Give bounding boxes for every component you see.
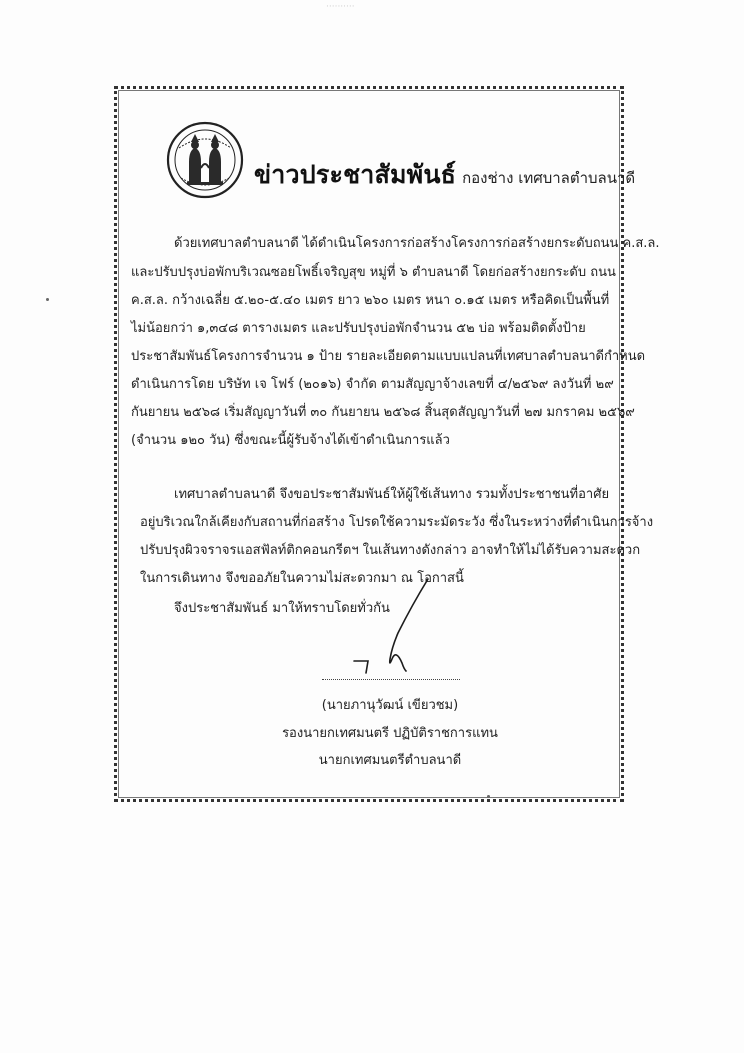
handwritten-signature: [346, 575, 446, 680]
paragraph1-line: ดำเนินการโดย บริษัท เจ โฟร์ (๒๐๑๖) จำกัด ตามสัญญาจ้างเลขที่ ๔/๒๕๖๙ ลงวันที่ ๒๙: [131, 377, 614, 392]
signature-line: [322, 679, 460, 680]
paragraph1-line: และปรับปรุงบ่อพักบริเวณซอยโพธิ์เจริญสุข หมู่ที่ ๖ ตำบลนาดี โดยก่อสร้างยกระดับ ถนน: [131, 265, 616, 280]
header: [254, 155, 635, 195]
paragraph2-line: ในการเดินทาง จึงขออภัยในความไม่สะดวกมา ณ โอกาสนี้: [140, 571, 464, 586]
signer-position: รองนายกเทศมนตรี ปฏิบัติราชการแทน: [282, 726, 498, 741]
signer-position-2: นายกเทศมนตรีตำบลนาดี: [318, 753, 462, 768]
paragraph2-line: เทศบาลตำบลนาดี จึงขอประชาสัมพันธ์ให้ผู้ใช้เส้นทาง รวมทั้งประชาชนที่อาศัย: [174, 487, 610, 502]
municipal-seal-icon: [165, 120, 245, 200]
page-title: ข่าวประชาสัมพันธ์: [254, 160, 457, 189]
paragraph1-line: ค.ส.ล. กว้างเฉลี่ย ๕.๒๐-๕.๔๐ เมตร ยาว ๒๖๐ เมตร หนา ๐.๑๕ เมตร หรือคิดเป็นพื้นที่: [131, 293, 610, 308]
paragraph2-line: อยู่บริเวณใกล้เคียงกับสถานที่ก่อสร้าง โปรดใช้ความระมัดระวัง ซึ่งในระหว่างที่ดำเนินการจ้าง: [140, 515, 654, 530]
paragraph1-line: (จำนวน ๑๒๐ วัน) ซึ่งขณะนี้ผู้รับจ้างได้เข้าดำเนินการแล้ว: [131, 433, 450, 448]
paragraph1-line: ด้วยเทศบาลตำบลนาดี ได้ดำเนินโครงการก่อสร้างโครงการก่อสร้างยกระดับถนน ค.ส.ล.: [174, 236, 660, 251]
paragraph1-line: ไม่น้อยกว่า ๑,๓๔๘ ตารางเมตร และปรับปรุงบ่อพักจำนวน ๕๒ บ่อ พร้อมติดตั้งป้าย: [131, 321, 586, 336]
paragraph2-line: ปรับปรุงผิวจราจรแอสฟัลท์ติกคอนกรีตฯ ในเส้นทางดังกล่าว อาจทำให้ไม่ได้รับความสะดวก: [140, 543, 641, 558]
scan-artifact: ··········: [326, 2, 355, 12]
closing-text: จึงประชาสัมพันธ์ มาให้ทราบโดยทั่วกัน: [174, 601, 390, 616]
scan-speck: [487, 795, 490, 798]
scan-speck: [46, 298, 49, 301]
signer-name: (นายภานุวัฒน์ เขียวชม): [321, 698, 459, 713]
paragraph1-line: ประชาสัมพันธ์โครงการจำนวน ๑ ป้าย รายละเอียดตามแบบแปลนที่เทศบาลตำบลนาดีกำหนด: [131, 349, 646, 364]
paragraph1-line: กันยายน ๒๕๖๘ เริ่มสัญญาวันที่ ๓๐ กันยายน ๒๕๖๘ สิ้นสุดสัญญาวันที่ ๒๗ มกราคม ๒๕๖๙: [131, 405, 635, 420]
page-subtitle: กองช่าง เทศบาลตำบลนาดี: [462, 169, 636, 187]
